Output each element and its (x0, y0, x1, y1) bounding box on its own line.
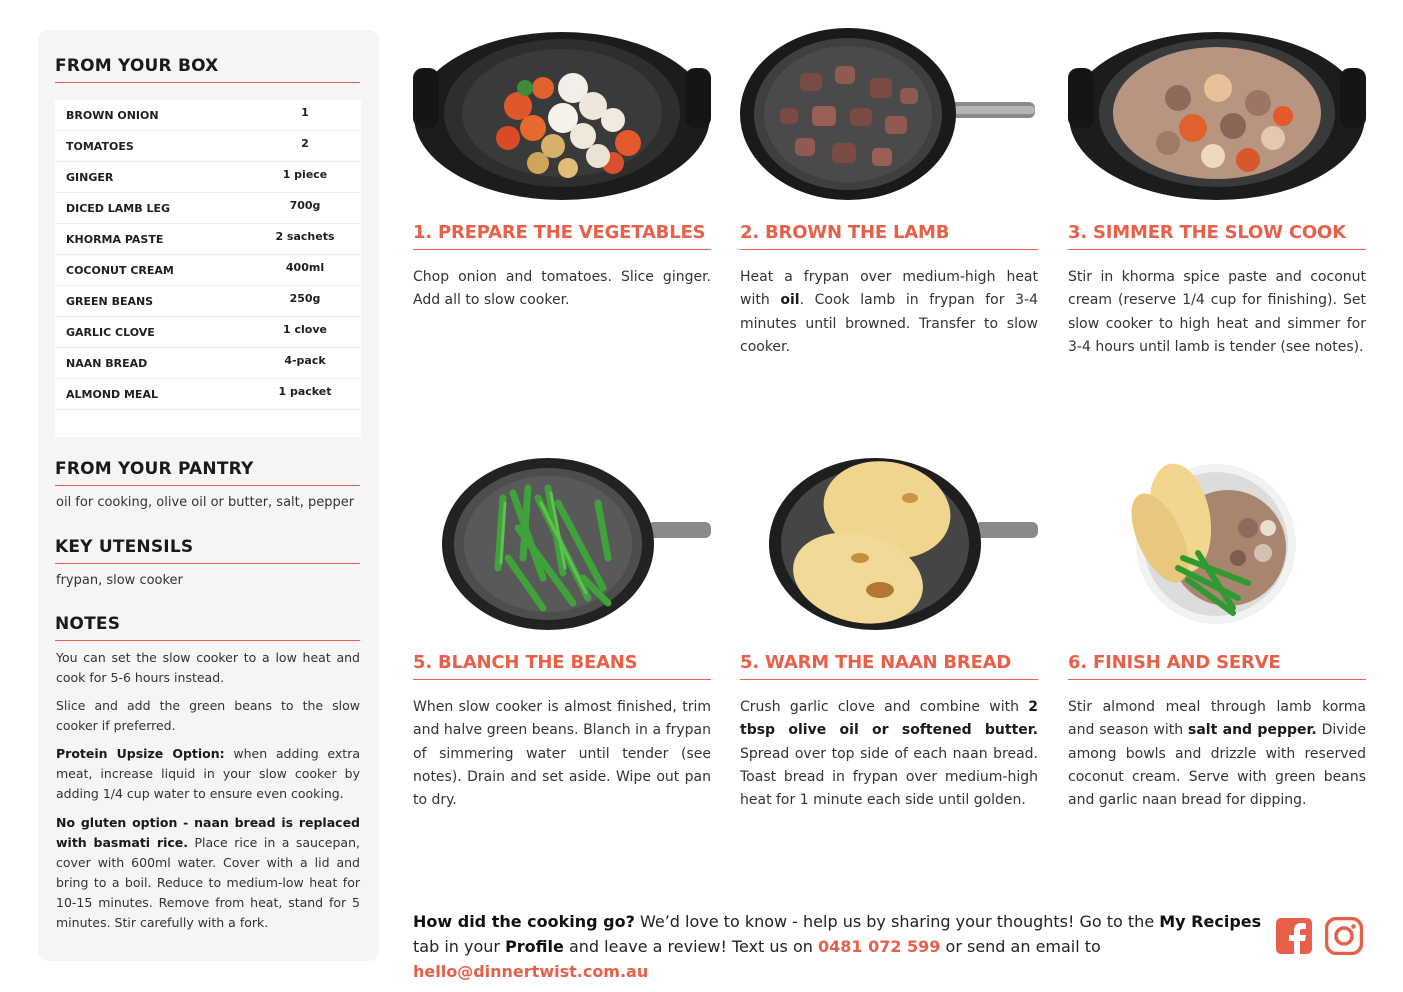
step-4-body: When slow cooker is almost finished, trim and halve green beans. Blanch in a frypan of simmering water until tender (see notes). Drain and set aside. Wipe out pan to dry. (413, 699, 711, 809)
step-6-text-b: Divide among bowls and drizzle with reserved coconut cream. Serve with green beans and garlic naan bread for dipping. (1068, 722, 1366, 809)
step-2-body (740, 266, 1038, 359)
ingredient-qty: 4-pack (284, 354, 326, 367)
ingredient-name: GINGER (66, 171, 114, 184)
box-title: FROM YOUR BOX (55, 56, 360, 83)
note-gluten-free-label: No gluten option - naan bread is replaced with basmati rice. (56, 815, 360, 850)
ingredient-row (55, 286, 361, 317)
ingredient-row (55, 317, 361, 348)
ingredient-qty: 700g (289, 199, 321, 212)
feedback-footer (413, 909, 1263, 984)
my-recipes-link[interactable]: My Recipes (1159, 912, 1262, 931)
ingredient-name: KHORMA PASTE (66, 233, 164, 246)
step-5-body (740, 696, 1038, 812)
step-2-title: 2. BROWN THE LAMB (740, 222, 1038, 250)
ingredient-name: BROWN ONION (66, 109, 159, 122)
step-1-title: 1. PREPARE THE VEGETABLES (413, 222, 711, 250)
note-protein-upsize-text: when adding extra meat, increase liquid in your slow cooker by adding 1/4 cup water to ensure even cooking. (56, 746, 361, 801)
note-green-beans: Slice and add the green beans to the slow cooker if preferred. (56, 698, 360, 733)
step-2-text-b: . Cook lamb in frypan for 3-4 minutes until browned. Transfer to slow cooker. (740, 292, 1038, 355)
footer-text-3: and leave a review! Text us on (563, 937, 818, 956)
note-gluten-free (56, 813, 360, 933)
ingredient-row (55, 162, 361, 193)
ingredient-qty: 2 (301, 137, 309, 150)
ingredient-name: ALMOND MEAL (66, 388, 158, 401)
step-1-body: Chop onion and tomatoes. Slice ginger. Add all to slow cooker. (413, 269, 711, 309)
step-3-body: Stir in khorma spice paste and coconut cream (reserve 1/4 cup for finishing). Set slow cooker to high heat and simmer for 3-4 hours until lamb is tender (see notes). (1068, 269, 1366, 355)
phone-link[interactable]: 0481 072 599 (817, 937, 941, 956)
ingredient-qty: 1 piece (282, 168, 328, 181)
ingredient-qty: 1 clove (283, 323, 327, 336)
ingredient-name: DICED LAMB LEG (66, 202, 171, 215)
step-5-text-bold: 2 tbsp olive oil or softened butter. (740, 699, 1038, 739)
step-6-text-bold: salt and pepper. (1188, 722, 1317, 739)
step-1-photo-slow-cooker-vegetables (413, 28, 711, 200)
footer-question: How did the cooking go? (413, 912, 635, 931)
ingredient-qty: 2 sachets (275, 230, 335, 243)
step-5-photo-frypan-naan (740, 458, 1038, 630)
note-gluten-free-text: Place rice in a saucepan, cover with 600ml water. Cover with a lid and bring to a boil. Reduce to medium-low heat for 10-15 minutes. Remove from heat, stand for 5 minutes. Stir carefully with a fork. (56, 835, 360, 930)
notes-title: NOTES (55, 614, 360, 641)
ingredient-qty: 250g (289, 292, 321, 305)
profile-link[interactable]: Profile (505, 937, 564, 956)
note-protein-upsize-label: Protein Upsize Option: (56, 746, 225, 761)
pantry-text: oil for cooking, olive oil or butter, salt, pepper (56, 495, 355, 510)
box-ingredients-table (55, 100, 361, 437)
step-2-text-a: Heat a frypan over medium-high heat with (740, 269, 1038, 309)
ingredient-qty: 1 (301, 106, 309, 119)
step-5-title: 5. WARM THE NAAN BREAD (740, 652, 1038, 680)
ingredient-name: NAAN BREAD (66, 357, 148, 370)
ingredient-qty: 400ml (285, 261, 325, 274)
step-5-text-b: Spread over top side of each naan bread. Toast bread in frypan over medium-high heat for 1 minute each side until golden. (740, 745, 1038, 809)
ingredient-qty: 1 packet (278, 385, 332, 398)
step-2-text-bold: oil (780, 292, 800, 309)
pantry-title: FROM YOUR PANTRY (55, 459, 360, 486)
step-5-text-a: Crush garlic clove and combine with (740, 699, 1029, 715)
ingredient-row (55, 193, 361, 224)
step-6-body (1068, 696, 1366, 812)
step-6-title: 6. FINISH AND SERVE (1068, 652, 1366, 680)
ingredient-name: GREEN BEANS (66, 295, 154, 308)
utensils-title: KEY UTENSILS (55, 537, 360, 564)
email-link[interactable]: hello@dinnertwist.com.au (413, 962, 649, 981)
footer-text-1: We’d love to know - help us by sharing your thoughts! Go to the (634, 912, 1160, 931)
ingredient-name: COCONUT CREAM (66, 264, 174, 277)
ingredient-row (55, 379, 361, 410)
note-protein-upsize (56, 744, 360, 804)
ingredient-row (55, 100, 361, 131)
note-low-heat: You can set the slow cooker to a low heat and cook for 5-6 hours instead. (56, 650, 360, 685)
ingredient-row (55, 224, 361, 255)
ingredients-sidebar (38, 30, 379, 961)
step-3-photo-slow-cooker-simmer (1068, 28, 1366, 200)
step-6-text-a: Stir almond meal through lamb korma and season with (1068, 699, 1366, 739)
facebook-icon[interactable] (1275, 917, 1313, 955)
ingredient-row (55, 131, 361, 162)
step-5-photo-frypan-green-beans (413, 458, 711, 630)
footer-text-4: or send an email to (940, 937, 1101, 956)
instagram-icon[interactable] (1325, 917, 1363, 955)
ingredient-name: GARLIC CLOVE (66, 326, 155, 339)
step-3-title: 3. SIMMER THE SLOW COOK (1068, 222, 1366, 250)
utensils-text: frypan, slow cooker (56, 573, 183, 588)
footer-text-2: tab in your (413, 937, 506, 956)
step-4-title: 5. BLANCH THE BEANS (413, 652, 711, 680)
ingredient-name: TOMATOES (66, 140, 134, 153)
step-2-photo-frypan-lamb (740, 28, 1038, 200)
ingredient-row (55, 255, 361, 286)
ingredient-row (55, 348, 361, 379)
step-6-photo-served-bowl (1068, 458, 1366, 630)
